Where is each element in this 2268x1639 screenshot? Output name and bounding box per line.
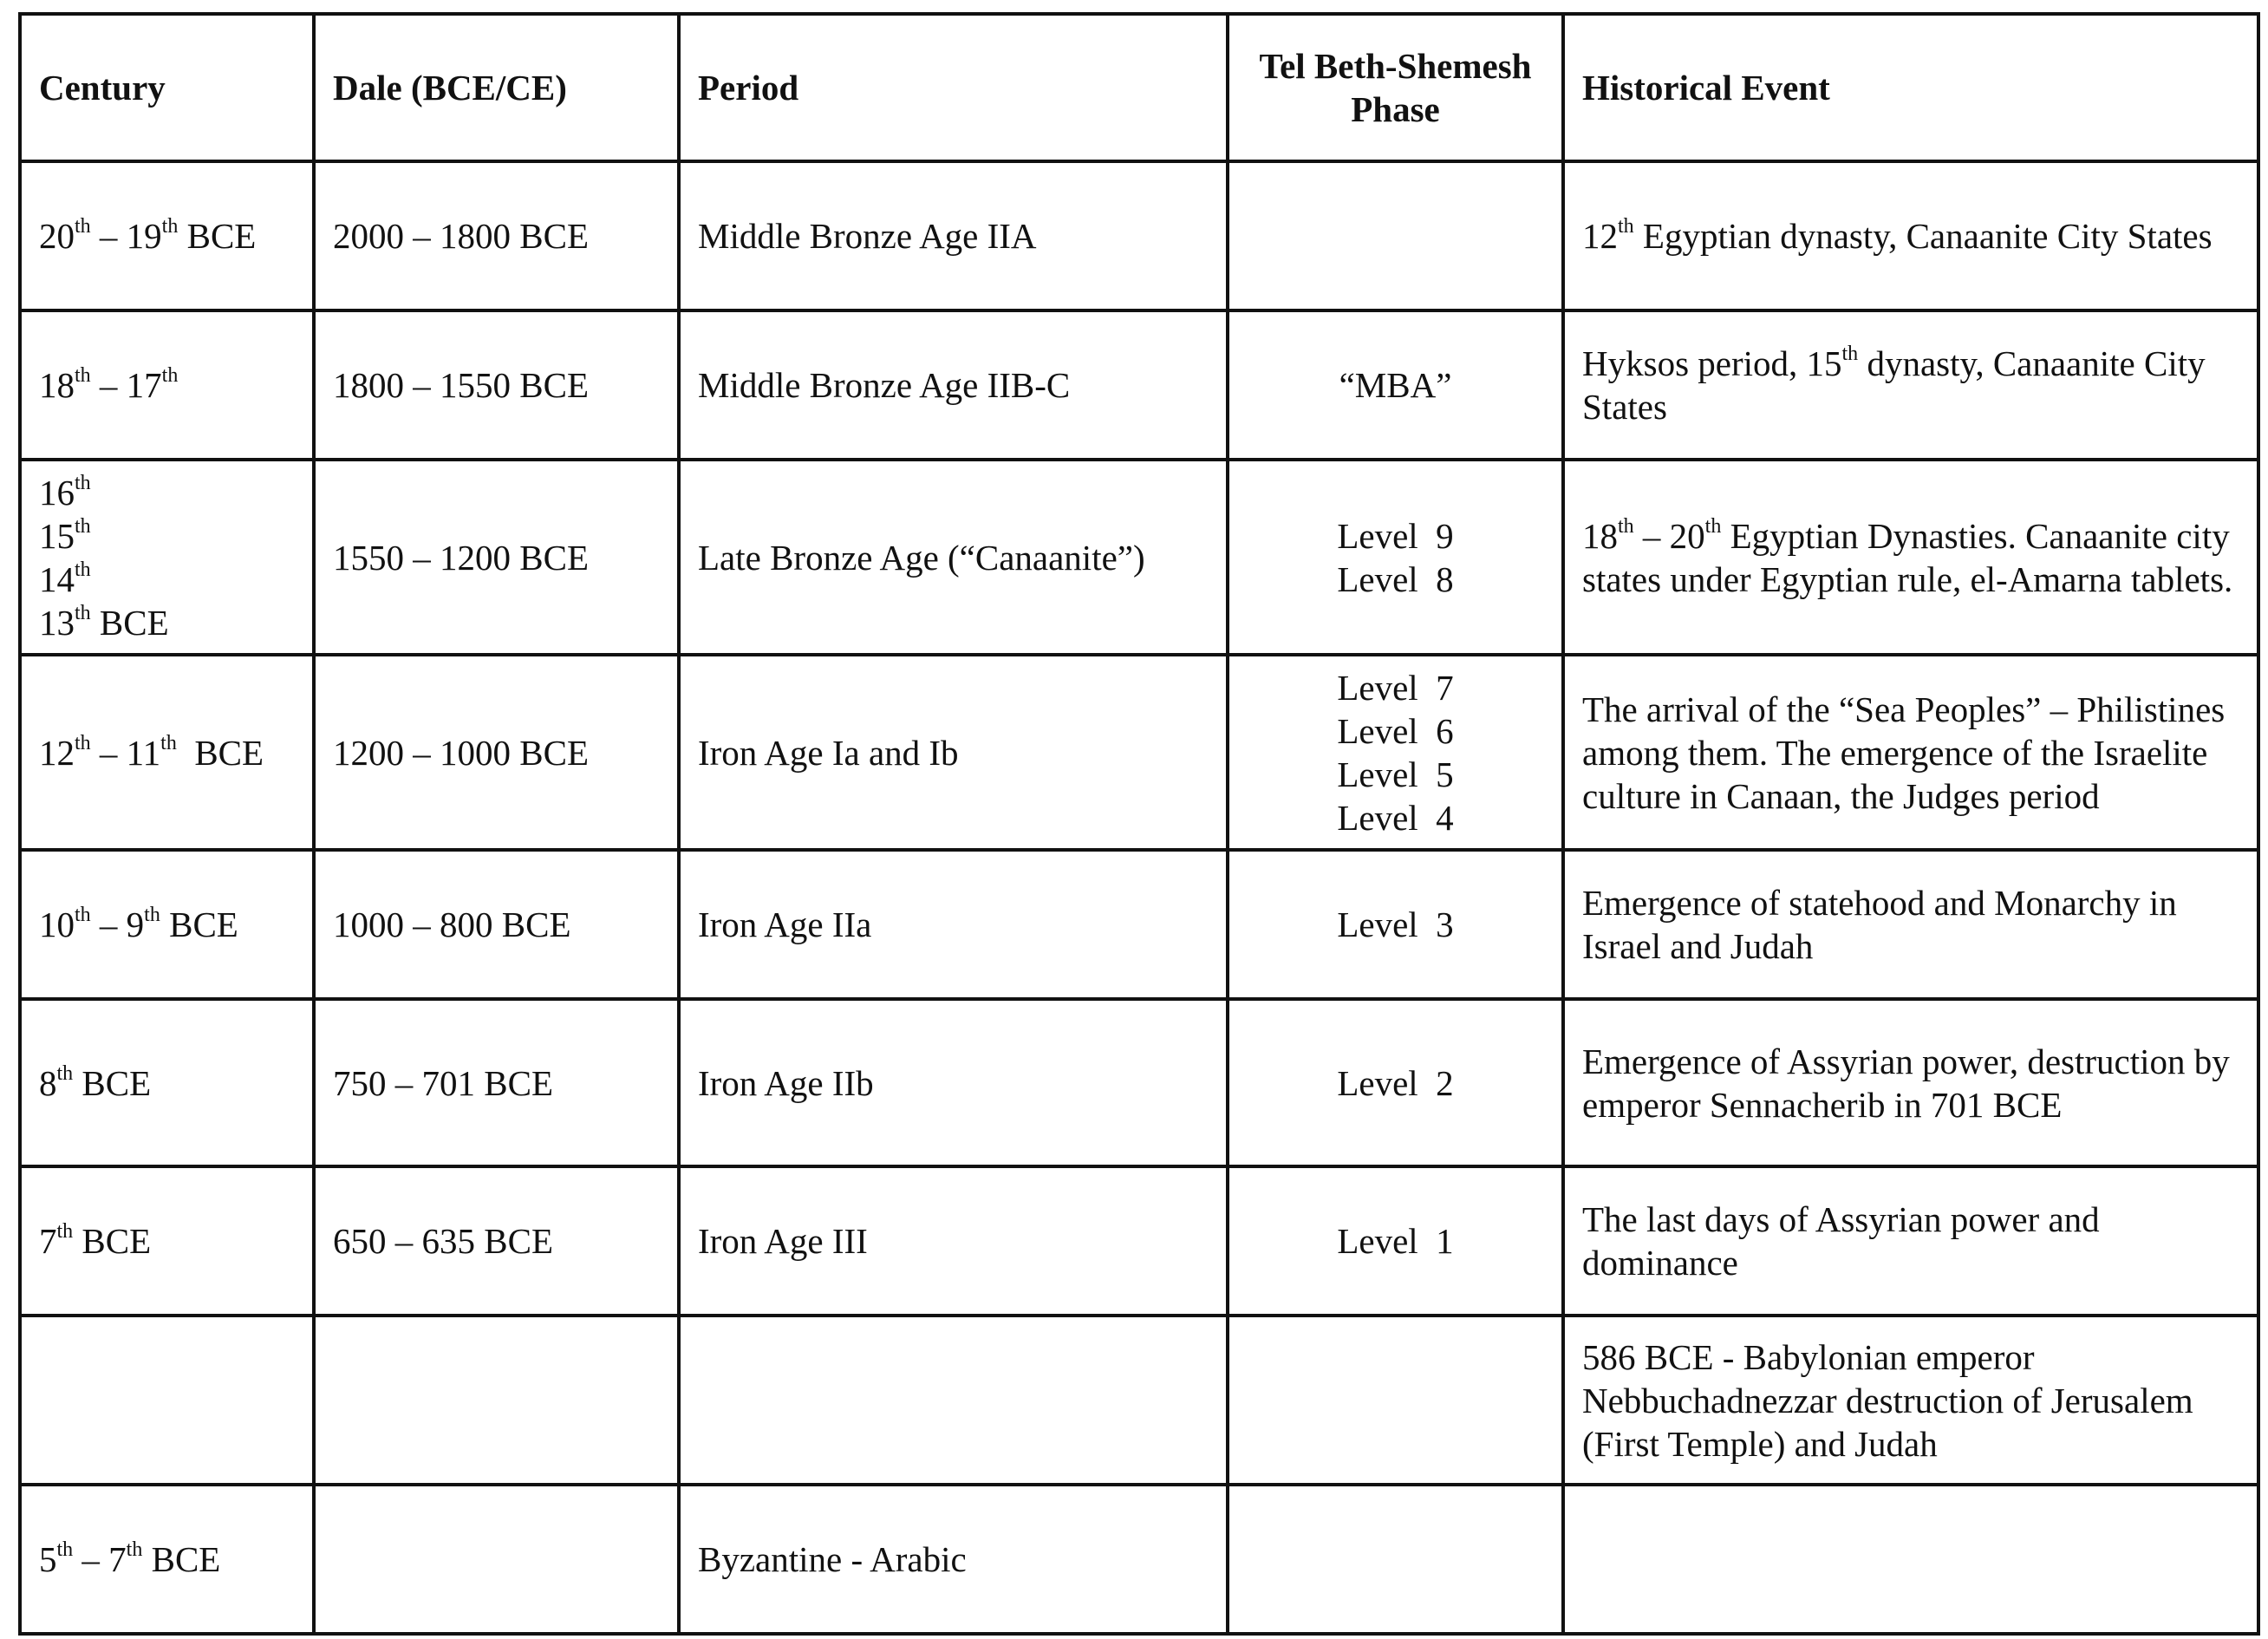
cell-phase: Level 3 — [1228, 850, 1563, 999]
cell-date: 650 – 635 BCE — [314, 1166, 679, 1316]
table-row — [20, 1485, 2258, 1634]
table-header-row — [20, 14, 2258, 161]
cell-period: Iron Age Ia and Ib — [679, 655, 1228, 850]
cell-date — [314, 1316, 679, 1485]
table-row — [20, 1316, 2258, 1485]
cell-period: Late Bronze Age (“Canaanite”) — [679, 460, 1228, 655]
header-period: Period — [679, 14, 1228, 161]
cell-date: 1550 – 1200 BCE — [314, 460, 679, 655]
cell-date: 1000 – 800 BCE — [314, 850, 679, 999]
cell-phase: Level 1 — [1228, 1166, 1563, 1316]
cell-event: The last days of Assyrian power and dominance — [1563, 1166, 2258, 1316]
cell-period — [679, 1316, 1228, 1485]
cell-period: Middle Bronze Age IIB-C — [679, 310, 1228, 460]
table-row — [20, 999, 2258, 1166]
header-century: Century — [20, 14, 314, 161]
cell-phase: “MBA” — [1228, 310, 1563, 460]
cell-century: 12th – 11th BCE — [20, 655, 314, 850]
cell-century: 7th BCE — [20, 1166, 314, 1316]
table-row — [20, 161, 2258, 310]
cell-date: 2000 – 1800 BCE — [314, 161, 679, 310]
cell-period: Byzantine - Arabic — [679, 1485, 1228, 1634]
cell-event: Emergence of Assyrian power, destruction by emperor Sennacherib in 701 BCE — [1563, 999, 2258, 1166]
cell-phase — [1228, 1485, 1563, 1634]
cell-period: Iron Age III — [679, 1166, 1228, 1316]
cell-century: 16th 15th 14th 13th BCE — [20, 460, 314, 655]
table-row — [20, 850, 2258, 999]
cell-event: Emergence of statehood and Monarchy in Israel and Judah — [1563, 850, 2258, 999]
table-row — [20, 460, 2258, 655]
cell-date: 1800 – 1550 BCE — [314, 310, 679, 460]
cell-date: 1200 – 1000 BCE — [314, 655, 679, 850]
table-row — [20, 310, 2258, 460]
cell-phase: Level 7 Level 6 Level 5 Level 4 — [1228, 655, 1563, 850]
cell-period: Iron Age IIa — [679, 850, 1228, 999]
cell-phase — [1228, 161, 1563, 310]
chronology-table — [18, 12, 2260, 1636]
cell-event: Hyksos period, 15th dynasty, Canaanite City States — [1563, 310, 2258, 460]
cell-century: 10th – 9th BCE — [20, 850, 314, 999]
header-date: Dale (BCE/CE) — [314, 14, 679, 161]
cell-event: 586 BCE - Babylonian emperor Nebbuchadnezzar destruction of Jerusalem (First Temple) and Judah — [1563, 1316, 2258, 1485]
cell-period: Middle Bronze Age IIA — [679, 161, 1228, 310]
table-row — [20, 1166, 2258, 1316]
cell-century — [20, 1316, 314, 1485]
table-row — [20, 655, 2258, 850]
cell-century: 8th BCE — [20, 999, 314, 1166]
cell-period: Iron Age IIb — [679, 999, 1228, 1166]
cell-event: 18th – 20th Egyptian Dynasties. Canaanite city states under Egyptian rule, el-Amarna tablets. — [1563, 460, 2258, 655]
cell-date: 750 – 701 BCE — [314, 999, 679, 1166]
cell-phase: Level 9 Level 8 — [1228, 460, 1563, 655]
cell-century: 18th – 17th — [20, 310, 314, 460]
cell-event — [1563, 1485, 2258, 1634]
cell-phase — [1228, 1316, 1563, 1485]
cell-event: The arrival of the “Sea Peoples” – Philistines among them. The emergence of the Israelite culture in Canaan, the Judges period — [1563, 655, 2258, 850]
cell-century: 5th – 7th BCE — [20, 1485, 314, 1634]
cell-date — [314, 1485, 679, 1634]
cell-event: 12th Egyptian dynasty, Canaanite City States — [1563, 161, 2258, 310]
header-phase: Tel Beth-Shemesh Phase — [1228, 14, 1563, 161]
cell-century: 20th – 19th BCE — [20, 161, 314, 310]
header-event: Historical Event — [1563, 14, 2258, 161]
cell-phase: Level 2 — [1228, 999, 1563, 1166]
